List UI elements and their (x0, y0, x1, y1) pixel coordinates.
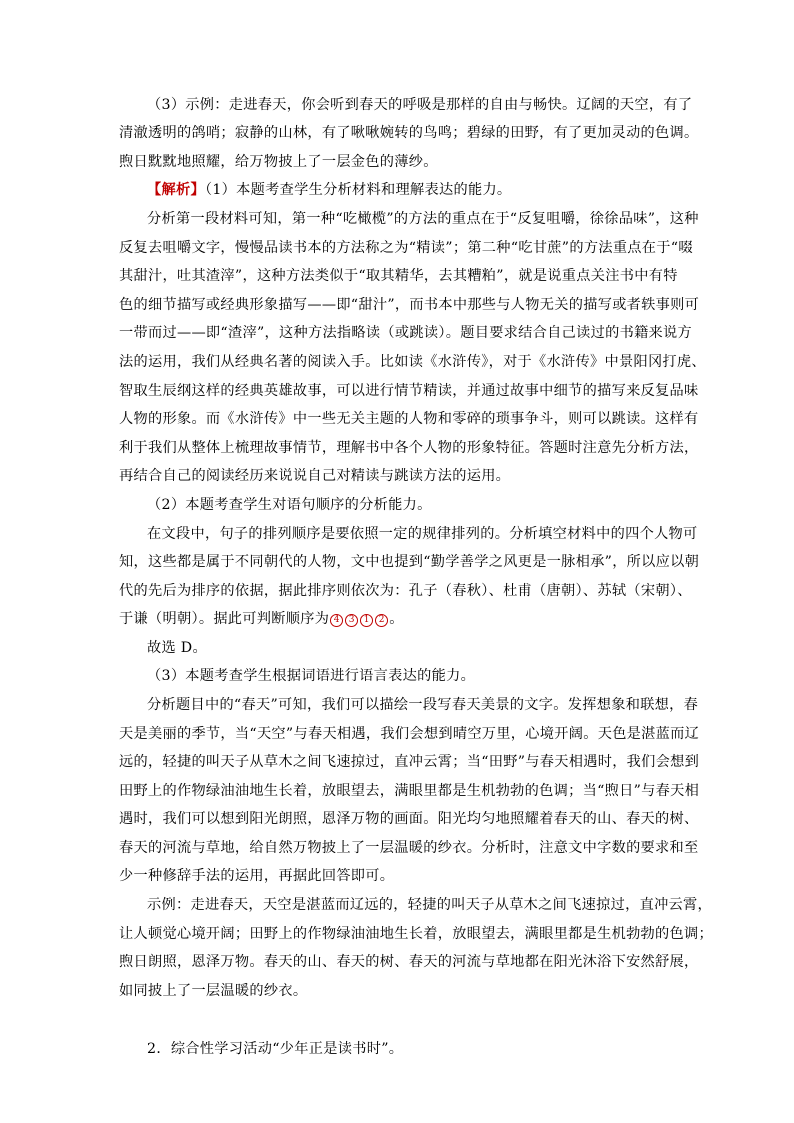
analysis-tag: 【解析】 (147, 182, 205, 198)
paragraph-line: 人物的形象。而《水浒传》中一些无关主题的人物和零碎的琐事争斗，则可以跳读。这样有 (119, 411, 699, 427)
paragraph-line: 让人顿觉心境开阔；田野上的作物绿油油地生长着，放眼望去，满眼里都是生机勃勃的色调； (119, 926, 713, 942)
paragraph-line: （3）本题考查学生根据词语进行语言表达的能力。 (147, 668, 476, 684)
paragraph-line: 田野上的作物绿油油地生长着，放眼望去，满眼里都是生机勃勃的色调；当“煦日”与春天相 (119, 783, 700, 799)
paragraph-line: 春天的河流与草地，给自然万物披上了一层温暖的纱衣。分析时，注意文中字数的要求和至 (119, 840, 699, 856)
paragraph-line: 智取生辰纲这样的经典英雄故事，可以进行情节精读，并通过故事中细节的描写来反复品味 (119, 383, 699, 399)
paragraph-line: 法的运用，我们从经典名著的阅读入手。比如读《水浒传》，对于《水浒传》中景阳冈打虎、 (119, 354, 706, 370)
paragraph-line: 分析第一段材料可知，第一种“吃橄榄”的方法的重点在于“反复咀嚼，徐徐品味”，这种 (147, 211, 699, 227)
paragraph-line: 天是美丽的季节，当“天空”与春天相遇，我们会想到晴空万里，心境开阔。天色是湛蓝而辽 (119, 726, 700, 742)
paragraph-line: 知，这些都是属于不同朝代的人物，文中也提到“勤学善学之风更是一脉相承”，所以应以朝 (119, 554, 700, 570)
paragraph-line: （3）示例：走进春天，你会听到春天的呼吸是那样的自由与畅快。辽阔的天空，有了 (147, 97, 693, 113)
order-line (119, 610, 404, 628)
paragraph-line: 分析题目中的“春天”可知，我们可以描绘一段写春天美景的文字。发挥想象和联想，春 (147, 697, 699, 713)
circled-number: 4 (330, 614, 343, 627)
paragraph-line: 清澈透明的鸽哨；寂静的山林，有了啾啾婉转的鸟鸣；碧绿的田野，有了更加灵动的色调。 (119, 125, 699, 141)
circled-number: 1 (360, 614, 373, 627)
paragraph-line: 在文段中，句子的排列顺序是要依照一定的规律排列的。分析填空材料中的四个人物可 (147, 526, 698, 542)
circled-number: 2 (375, 614, 388, 627)
paragraph-line: 远的，轻捷的叫天子从草木之间飞速掠过，直冲云霄；当“田野”与春天相遇时，我们会想到 (119, 754, 700, 770)
paragraph-line: 故选 D。 (147, 640, 207, 656)
paragraph-line: 一带而过——即“渣滓”，这种方法指略读（或跳读）。题目要求结合自己读过的书籍来说方 (119, 325, 693, 341)
paragraph-line: 色的细节描写或经典形象描写——即“甜汁”，而书本中那些与人物无关的描写或者轶事则可 (119, 297, 700, 313)
paragraph-line: （2）本题考查学生对语句顺序的分析能力。 (147, 497, 432, 513)
analysis-heading (147, 181, 511, 199)
order-tail: 。 (389, 611, 404, 627)
question-heading: 2．综合性学习活动“少年正是读书时”。 (147, 1041, 404, 1057)
analysis-heading-text: （1）本题考查学生分析材料和理解表达的能力。 (204, 182, 512, 198)
paragraph-line: 其甜汁，吐其渣滓”，这种方法类似于“取其精华，去其糟粕”，就是说重点关注书中有特 (119, 268, 678, 284)
paragraph-line: 代的先后为排序的依据，据此排序则依次为：孔子（春秋）、杜甫（唐朝）、苏轼（宋朝）、 (119, 583, 692, 599)
paragraph-line: 利于我们从整体上梳理故事情节，理解书中各个人物的形象特征。答题时注意先分析方法， (119, 440, 699, 456)
paragraph-line: 煦日朗照，恩泽万物。春天的山、春天的树、春天的河流与草地都在阳光沐浴下安然舒展， (119, 954, 699, 970)
paragraph-line: 遇时，我们可以想到阳光朗照，恩泽万物的画面。阳光均匀地照耀着春天的山、春天的树、 (119, 811, 699, 827)
paragraph-line: 如同披上了一层温暖的纱衣。 (119, 983, 308, 999)
paragraph-line: 反复去咀嚼文字，慢慢品读书本的方法称之为“精读”；第二种“吃甘蔗”的方法重点在于“啜 (119, 240, 693, 256)
paragraph-line: 煦日黕黕地照耀，给万物披上了一层金色的薄纱。 (119, 154, 438, 170)
order-answer (329, 611, 389, 627)
paragraph-line: 示例：走进春天，天空是湛蓝而辽远的，轻捷的叫天子从草木之间飞速掠过，直冲云霄， (147, 897, 713, 913)
circled-number: 3 (345, 614, 358, 627)
paragraph-line: 少一种修辞手法的运用，再据此回答即可。 (119, 868, 395, 884)
order-line-text: 于谦（明朝）。据此可判断顺序为 (119, 611, 330, 627)
paragraph-line: 再结合自己的阅读经历来说说自己对精读与跳读方法的运用。 (119, 468, 511, 484)
